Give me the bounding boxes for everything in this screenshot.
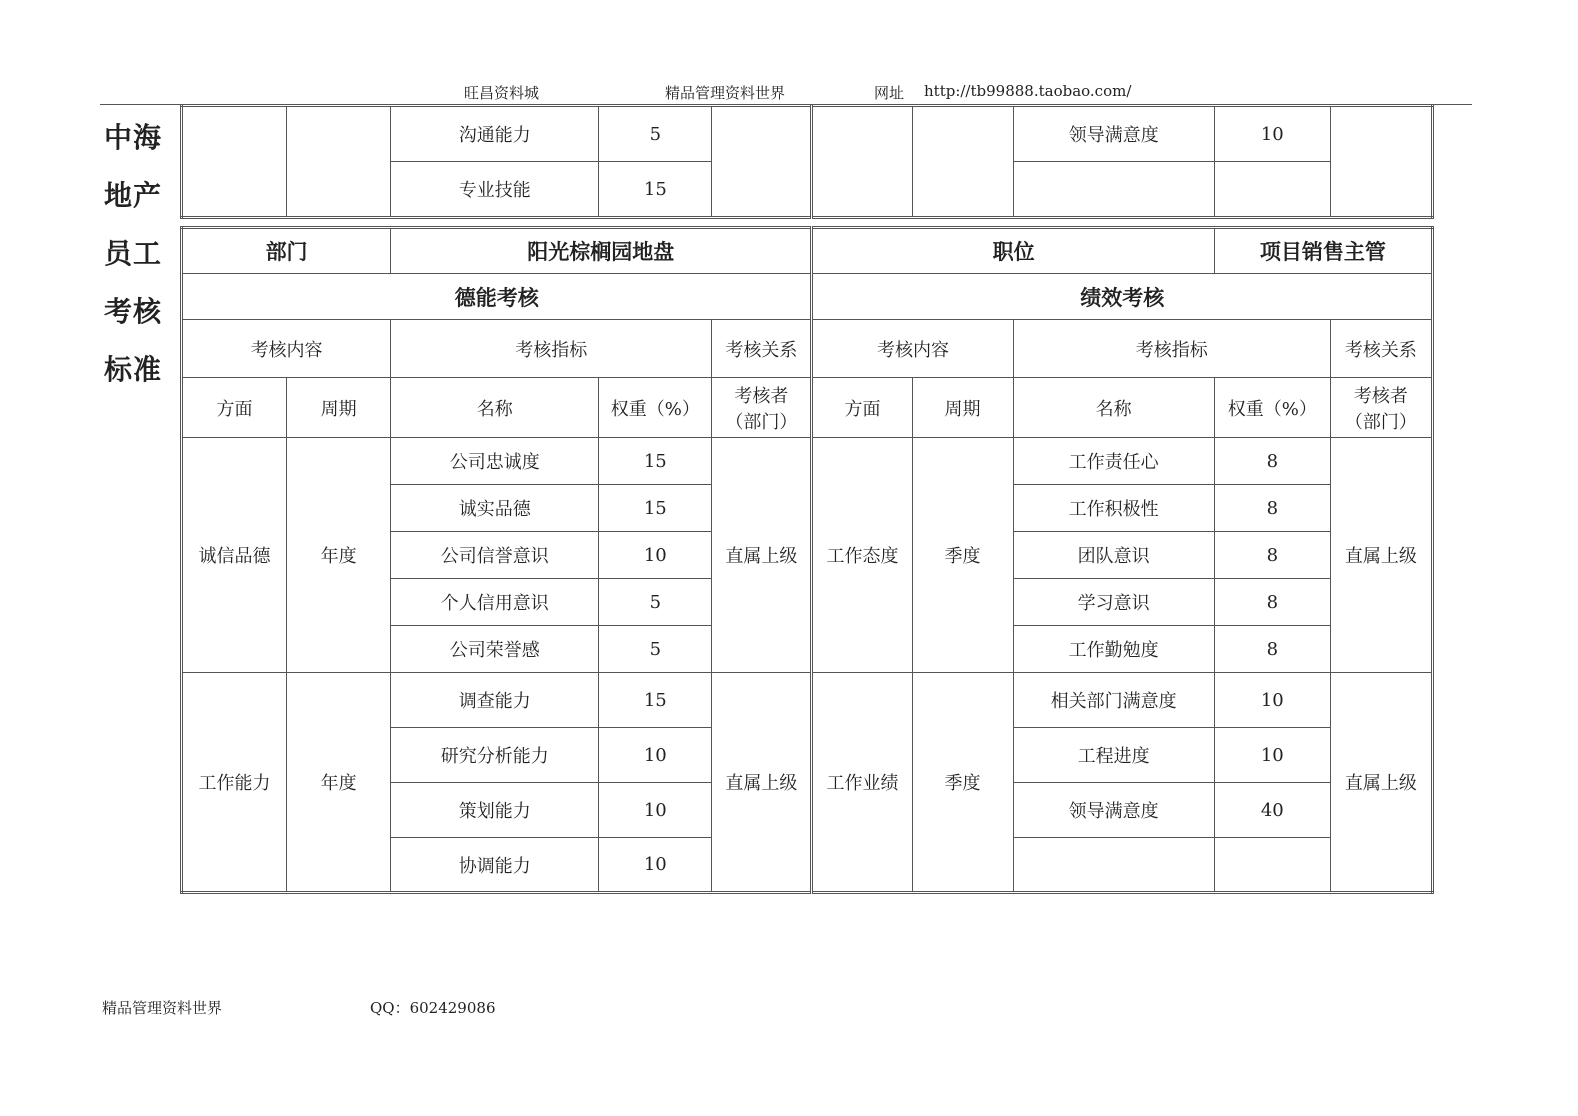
- group-aspect: 工作态度: [812, 438, 912, 673]
- dept-value: 阳光棕榈园地盘: [391, 228, 812, 274]
- indicator-name: 领导满意度: [1013, 783, 1214, 838]
- col-relation: 考核关系: [712, 320, 812, 378]
- group-aspect: 工作业绩: [812, 673, 912, 893]
- header-slogan: 精品管理资料世界: [665, 84, 786, 102]
- indicator-weight: 8: [1214, 485, 1330, 532]
- indicator-weight: 8: [1214, 579, 1330, 626]
- col-period: 周期: [912, 378, 1013, 438]
- assessor-line: 考核者: [1353, 385, 1408, 407]
- indicator-name: 调查能力: [391, 673, 599, 728]
- col-weight: 权重（%）: [1214, 378, 1330, 438]
- indicator-weight: [1214, 162, 1330, 218]
- indicator-name: 领导满意度: [1013, 106, 1214, 162]
- indicator-weight: 10: [599, 532, 712, 579]
- col-assessor: [712, 378, 812, 438]
- indicator-name: 公司信誉意识: [391, 532, 599, 579]
- indicator-weight: 10: [599, 728, 712, 783]
- col-name: 名称: [1013, 378, 1214, 438]
- indicator-weight: 10: [1214, 728, 1330, 783]
- footer-qq: QQ：602429086: [370, 999, 496, 1017]
- group-period: 年度: [287, 673, 391, 893]
- col-content: 考核内容: [812, 320, 1013, 378]
- indicator-weight: 10: [1214, 673, 1330, 728]
- group-period: 年度: [287, 438, 391, 673]
- indicator-weight: 5: [599, 579, 712, 626]
- indicator-weight: 40: [1214, 783, 1330, 838]
- indicator-weight: 5: [599, 626, 712, 673]
- col-content: 考核内容: [182, 320, 391, 378]
- header-shop-name: 旺昌资料城: [464, 84, 540, 102]
- indicator-name: 相关部门满意度: [1013, 673, 1214, 728]
- indicator-weight: 15: [599, 485, 712, 532]
- assessor-line: （部门）: [725, 411, 798, 433]
- group-aspect: 工作能力: [182, 673, 287, 893]
- info-row: [182, 228, 1433, 274]
- indicator-name: 诚实品德: [391, 485, 599, 532]
- indicator-name: 公司荣誉感: [391, 626, 599, 673]
- group-relation: 直属上级: [712, 438, 812, 673]
- indicator-name: 工作责任心: [1013, 438, 1214, 485]
- indicator-weight: 8: [1214, 532, 1330, 579]
- table-row: [182, 438, 1433, 485]
- indicator-weight: 5: [599, 106, 712, 162]
- header-url-label: 网址: [874, 84, 905, 102]
- col-name: 名称: [391, 378, 599, 438]
- section-morality: 德能考核: [182, 274, 812, 320]
- section-performance: 绩效考核: [812, 274, 1433, 320]
- col-indicator: 考核指标: [1013, 320, 1330, 378]
- col-relation: 考核关系: [1330, 320, 1432, 378]
- col-period: 周期: [287, 378, 391, 438]
- group-aspect: 诚信品德: [182, 438, 287, 673]
- col-aspect: 方面: [182, 378, 287, 438]
- group-period: 季度: [912, 673, 1013, 893]
- col-aspect: 方面: [812, 378, 912, 438]
- side-title-line: 员工: [104, 237, 163, 270]
- indicator-weight: 8: [1214, 438, 1330, 485]
- indicator-name: 公司忠诚度: [391, 438, 599, 485]
- indicator-name: [1013, 838, 1214, 893]
- side-title-line: 地产: [104, 179, 163, 212]
- indicator-weight: 10: [599, 783, 712, 838]
- group-relation: 直属上级: [1330, 673, 1432, 893]
- group-period: 季度: [912, 438, 1013, 673]
- empty-cell: [1330, 106, 1432, 218]
- indicator-name: 沟通能力: [391, 106, 599, 162]
- table-row: [182, 673, 1433, 728]
- indicator-name: 工程进度: [1013, 728, 1214, 783]
- assessment-table: [180, 226, 1434, 894]
- empty-cell: [912, 106, 1013, 218]
- position-label: 职位: [812, 228, 1214, 274]
- empty-cell: [812, 106, 912, 218]
- assessor-line: 考核者: [734, 385, 789, 407]
- indicator-weight: 8: [1214, 626, 1330, 673]
- dept-label: 部门: [182, 228, 391, 274]
- indicator-name: 协调能力: [391, 838, 599, 893]
- indicator-name: 工作积极性: [1013, 485, 1214, 532]
- col-weight: 权重（%）: [599, 378, 712, 438]
- position-value: 项目销售主管: [1214, 228, 1432, 274]
- footer-slogan: 精品管理资料世界: [102, 999, 223, 1017]
- indicator-name: [1013, 162, 1214, 218]
- group-relation: 直属上级: [712, 673, 812, 893]
- side-title-line: 标准: [104, 353, 163, 386]
- col-assessor: [1330, 378, 1432, 438]
- indicator-name: 学习意识: [1013, 579, 1214, 626]
- indicator-name: 专业技能: [391, 162, 599, 218]
- empty-cell: [287, 106, 391, 218]
- empty-cell: [712, 106, 812, 218]
- group-relation: 直属上级: [1330, 438, 1432, 673]
- col-indicator: 考核指标: [391, 320, 712, 378]
- indicator-weight: 10: [599, 838, 712, 893]
- indicator-weight: 15: [599, 162, 712, 218]
- column-subheader-row: [182, 378, 1433, 438]
- empty-cell: [182, 106, 287, 218]
- column-header-row: [182, 320, 1433, 378]
- indicator-weight: 15: [599, 673, 712, 728]
- side-title-line: 考核: [104, 295, 163, 328]
- indicator-name: 策划能力: [391, 783, 599, 838]
- indicator-name: 研究分析能力: [391, 728, 599, 783]
- section-row: [182, 274, 1433, 320]
- indicator-weight: 10: [1214, 106, 1330, 162]
- continued-table: [180, 104, 1434, 219]
- indicator-name: 团队意识: [1013, 532, 1214, 579]
- indicator-name: 工作勤勉度: [1013, 626, 1214, 673]
- header-url[interactable]: http://tb99888.taobao.com/: [924, 82, 1132, 100]
- indicator-name: 个人信用意识: [391, 579, 599, 626]
- indicator-weight: [1214, 838, 1330, 893]
- indicator-weight: 15: [599, 438, 712, 485]
- side-title-line: 中海: [104, 121, 163, 154]
- assessor-line: （部门）: [1344, 411, 1417, 433]
